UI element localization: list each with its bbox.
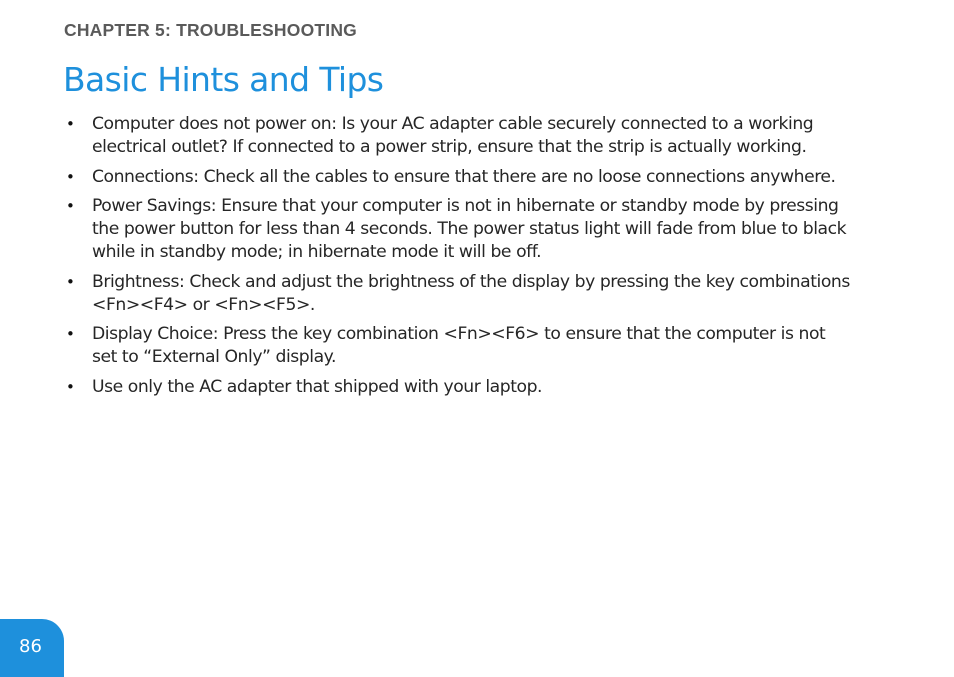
tip-item <box>64 376 854 399</box>
bullet-icon: • <box>66 325 75 343</box>
page-number-tab <box>0 619 64 677</box>
tip-text: Computer does not power on: Is your AC adapter cable securely connected to a working electrical outlet? If connected to a power strip, ensure that the strip is actually working. <box>92 114 814 157</box>
tip-text: Power Savings: Ensure that your computer is not in hibernate or standby mode by pressing the power button for less than 4 seconds. The power status light will fade from blue to black while in standby mode; in hibernate mode it will be off. <box>92 196 847 262</box>
tip-text: Display Choice: Press the key combination <Fn><F6> to ensure that the computer is not set to “External Only” display. <box>92 324 826 367</box>
tip-text: Brightness: Check and adjust the brightness of the display by pressing the key combinations <Fn><F4> or <Fn><F5>. <box>92 271 850 315</box>
bullet-icon: • <box>66 272 75 291</box>
page-number: 86 <box>19 636 42 657</box>
tip-text: Use only the AC adapter that shipped with your laptop. <box>92 376 543 397</box>
bullet-icon: • <box>66 197 75 215</box>
tip-item <box>64 271 854 317</box>
tip-item <box>64 323 854 369</box>
tips-list <box>64 113 854 405</box>
bullet-icon: • <box>66 167 75 186</box>
tip-item <box>64 195 854 264</box>
bullet-icon: • <box>66 377 75 396</box>
tip-item <box>64 166 854 189</box>
chapter-heading: CHAPTER 5: TROUBLESHOOTING <box>64 20 357 40</box>
page-title: Basic Hints and Tips <box>63 60 384 99</box>
bullet-icon: • <box>66 115 75 133</box>
tip-text: Connections: Check all the cables to ensure that there are no loose connections anywhere. <box>92 166 836 187</box>
tip-item <box>64 113 854 159</box>
